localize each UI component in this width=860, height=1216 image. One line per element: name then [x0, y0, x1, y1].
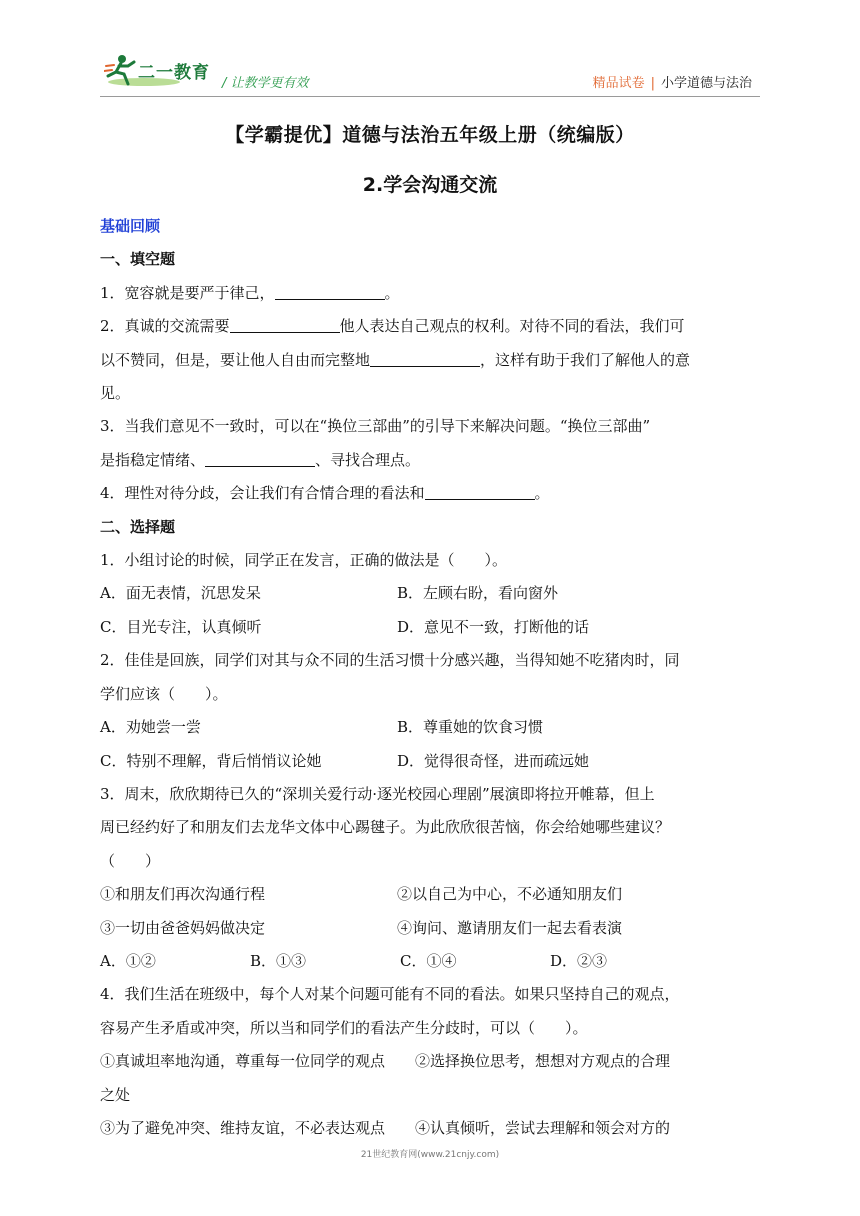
page-header — [100, 50, 760, 102]
choice-question-2: 2．佳佳是回族，同学们对其与众不同的生活习惯十分感兴趣，当得知她不吃猪肉时，同 — [100, 651, 680, 670]
text: ，这样有助于我们了解他人的意 — [480, 350, 691, 369]
item-3: ③一切由爸爸妈妈做决定 — [100, 918, 266, 937]
page-title: 【学霸提优】道德与法治五年级上册（统编版） — [225, 124, 635, 146]
choice-question-1: 1．小组讨论的时候，同学正在发言，正确的做法是（ ）。 — [100, 551, 508, 570]
header-separator: | — [650, 76, 655, 91]
answer-blank — [205, 450, 315, 467]
fill-question-2 — [100, 310, 764, 343]
header-divider — [100, 96, 760, 97]
section-choice: 二、选择题 — [100, 517, 176, 536]
option-a: A．①② — [100, 951, 156, 970]
logo-text: 二一教育 — [138, 63, 210, 83]
item-1: ①和朋友们再次沟通行程 — [100, 885, 266, 904]
choice-question-3-bracket: （ ） — [100, 851, 161, 870]
fill-question-3: 3．当我们意见不一致时，可以在“换位三部曲”的引导下来解决问题。“换位三部曲” — [100, 417, 651, 436]
option-b: B．①③ — [250, 951, 307, 970]
page-footer: 21世纪教育网(www.21cnjy.com) — [360, 1150, 500, 1160]
choice-question-3: 3．周末，欣欣期待已久的“深圳关爱行动·逐光校园心理剧”展演即将拉开帷幕，但上 — [100, 784, 655, 803]
document-body — [100, 210, 764, 1145]
option-a: A．面无表情，沉思发呆 — [100, 584, 261, 603]
option-b: B．左顾右盼，看向窗外 — [397, 584, 559, 603]
text: 是指稳定情绪、 — [100, 450, 206, 469]
text: 他人表达自己观点的权利。对待不同的看法，我们可 — [339, 317, 685, 336]
answer-blank — [275, 283, 385, 300]
choice-question-4-items: ①真诚坦率地沟通，尊重每一位同学的观点 ②选择换位思考，想想对方观点的合理 — [100, 1052, 671, 1071]
option-a: A．劝她尝一尝 — [100, 718, 201, 737]
options-row — [100, 745, 764, 778]
header-subject: 小学道德与法治 — [660, 76, 752, 91]
page-subtitle: 2.学会沟通交流 — [362, 174, 498, 196]
item-2: ②以自己为中心，不必通知朋友们 — [397, 885, 623, 904]
items-row — [100, 878, 764, 911]
text: 。 — [384, 283, 400, 302]
fill-question-3-cont — [100, 444, 764, 477]
items-row — [100, 912, 764, 945]
answer-blank — [370, 350, 480, 367]
option-c: C．①④ — [400, 951, 457, 970]
option-c: C．目光专注，认真倾听 — [100, 617, 262, 636]
item-4: ④询问、邀请朋友们一起去看表演 — [397, 918, 623, 937]
option-d: D．觉得很奇怪，进而疏远她 — [397, 751, 590, 770]
header-tag: 精品试卷 — [592, 76, 645, 91]
section-fill: 一、填空题 — [100, 250, 176, 269]
text: 、寻找合理点。 — [315, 450, 421, 469]
fill-question-2-end: 见。 — [100, 384, 131, 403]
choice-question-4-items-2: ③为了避免冲突、维持友谊，不必表达观点 ④认真倾听，尝试去理解和领会对方的 — [100, 1118, 671, 1137]
choice-question-4: 4．我们生活在班级中，每个人对某个问题可能有不同的看法。如果只坚持自己的观点， — [100, 985, 680, 1004]
header-category — [593, 72, 752, 91]
options-row — [100, 577, 764, 610]
choice-question-3-cont: 周已经约好了和朋友们去龙华文体中心踢毽子。为此欣欣很苦恼，你会给她哪些建议？ — [100, 818, 671, 837]
slogan: / 让教学更有效 — [222, 76, 309, 91]
section-basic: 基础回顾 — [100, 217, 161, 235]
text: 。 — [534, 484, 550, 503]
answer-blank — [425, 483, 535, 500]
option-d: D．②③ — [550, 951, 608, 970]
choice-question-4-cont: 容易产生矛盾或冲突，所以当和同学们的看法产生分歧时，可以（ ）。 — [100, 1018, 588, 1037]
options-row — [100, 611, 764, 644]
choice-question-4-items-cont: 之处 — [100, 1085, 131, 1104]
text: 4．理性对待分歧，会让我们有合情合理的看法和 — [100, 484, 425, 503]
fill-question-4 — [100, 477, 764, 510]
options-row — [100, 711, 764, 744]
text: 1．宽容就是要严于律己， — [100, 283, 275, 302]
text: 2．真诚的交流需要 — [100, 317, 230, 336]
option-b: B．尊重她的饮食习惯 — [397, 718, 544, 737]
answer-blank — [230, 316, 340, 333]
options-row — [100, 945, 764, 978]
fill-question-2-cont — [100, 344, 764, 377]
text: 以不赞同，但是，要让他人自由而完整地 — [100, 350, 371, 369]
fill-question-1 — [100, 277, 764, 310]
option-c: C．特别不理解，背后悄悄议论她 — [100, 751, 322, 770]
choice-question-2-cont: 学们应该（ ）。 — [100, 684, 228, 703]
option-d: D．意见不一致，打断他的话 — [397, 617, 590, 636]
